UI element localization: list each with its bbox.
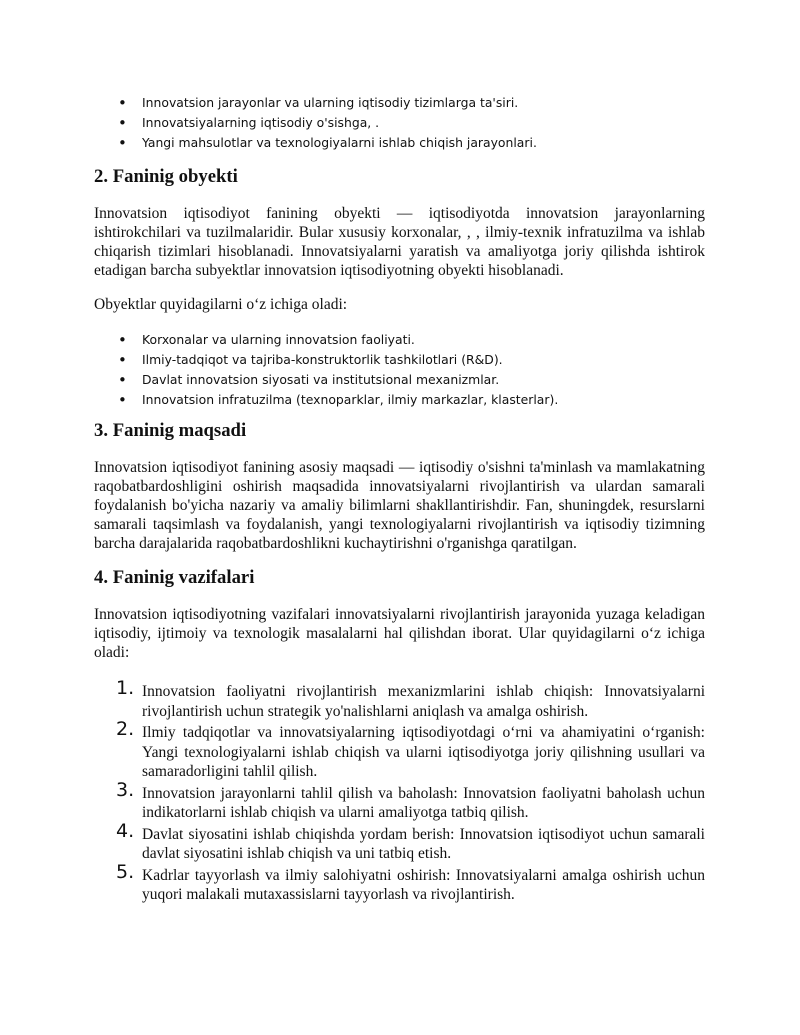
- item-text: Davlat siyosatini ishlab chiqishda yordam berish: Innovatsion iqtisodiyot uchun samarali davlat siyosatini ishlab chiqish va uni tatbiq etish.: [142, 825, 705, 862]
- numbered-item: [94, 778, 705, 823]
- section-heading-maqsadi: 3. Faninig maqsadi: [94, 420, 247, 441]
- top-bullet-list: [118, 93, 738, 153]
- item-text: Innovatsion jarayonlarni tahlil qilish va baholash: Innovatsion faoliyatni baholash uchun indikatorlarni ishlab chiqish va ularni amaliyotga tatbiq qilish.: [142, 784, 705, 821]
- numbered-item: [94, 860, 705, 905]
- item-text: Kadrlar tayyorlash va ilmiy salohiyatni oshirish: Innovatsiyalarni amalga oshirish uchun yuqori malakali mutaxassislarni tayyorlash va rivojlantirish.: [142, 866, 705, 903]
- bullet-item: • Ilmiy-tadqiqot va tajriba-konstruktorlik tashkilotlari (R&D).: [118, 350, 738, 370]
- bullet-item: • Davlat innovatsion siyosati va institutsional mexanizmlar.: [118, 370, 738, 390]
- section-heading-obyekti: 2. Faninig obyekti: [94, 166, 238, 187]
- obyekt-bullet-list: [118, 330, 738, 410]
- item-number: 3.: [116, 778, 135, 801]
- paragraph-obyekti: Innovatsion iqtisodiyot fanining obyekti — iqtisodiyotda innovatsion jarayonlarning ishtirokchilari va tuzilmalaridir. Bular xususiy korxonalar, , , ilmiy-texnik infratuzilma va ishlab chiqarish tizimlari hisoblanadi. Innovatsiyalarni yaratish va amaliyotga joriy qilishda ishtirok etadigan barcha subyektlar innovatsion iqtisodiyotning obyekti hisoblanadi.: [94, 205, 705, 279]
- item-number: 5.: [116, 860, 135, 883]
- section-heading-vazifalari: 4. Faninig vazifalari: [94, 567, 255, 588]
- paragraph-vazifalari: Innovatsion iqtisodiyotning vazifalari innovatsiyalarni rivojlantirish jarayonida yuzaga keladigan iqtisodiy, ijtimoiy va texnologik masalalarni hal qilishdan iborat. Ular quyidagilarni o‘z ichiga oladi:: [94, 606, 705, 661]
- item-text: Innovatsion faoliyatni rivojlantirish mexanizmlarini ishlab chiqish: Innovatsiyalarni rivojlantirish uchun strategik yo'nalishlarni aniqlash va amalga oshirish.: [142, 683, 705, 720]
- bullet-item: • Yangi mahsulotlar va texnologiyalarni ishlab chiqish jarayonlari.: [118, 133, 738, 153]
- numbered-item: [94, 677, 705, 721]
- bullet-item: • Korxonalar va ularning innovatsion faoliyati.: [118, 330, 738, 350]
- paragraph-obyektlar-intro: Obyektlar quyidagilarni o‘z ichiga oladi:: [94, 296, 348, 313]
- item-text: Ilmiy tadqiqotlar va innovatsiyalarning iqtisodiyotdagi o‘rni va ahamiyatini o‘rganish: Yangi texnologiyalarni ishlab chiqish va ularni iqtisodiyotga joriy qilishning usullari va samaradorligini tahlil qilish.: [142, 724, 705, 780]
- bullet-item: • Innovatsion infratuzilma (texnoparklar, ilmiy markazlar, klasterlar).: [118, 390, 738, 410]
- item-number: 1.: [116, 677, 135, 699]
- item-number: 4.: [116, 819, 135, 842]
- numbered-item: [94, 718, 705, 782]
- item-number: 2.: [116, 718, 135, 740]
- bullet-item: • Innovatsiyalarning iqtisodiy o'sishga, .: [118, 113, 738, 133]
- paragraph-maqsadi: Innovatsion iqtisodiyot fanining asosiy maqsadi — iqtisodiy o'sishni ta'minlash va mamlakatning raqobatbardoshligini oshirish maqsadida innovatsiyalarni rivojlantirish va ulardan samarali foydalanish bo'yicha nazariy va amaliy bilimlarni shakllantirishdir. Fan, shuningdek, resurslarni samarali taqsimlash va foydalanish, yangi texnologiyalarni rivojlantirish va iqtisodiy tizimning barcha darajalarida raqobatbardoshlikni kuchaytirishni o'rganishga qaratilgan.: [94, 459, 705, 552]
- vazifalar-numbered-list: [94, 677, 705, 905]
- numbered-item: [94, 819, 705, 864]
- bullet-item: • Innovatsion jarayonlar va ularning iqtisodiy tizimlarga ta'siri.: [118, 93, 738, 113]
